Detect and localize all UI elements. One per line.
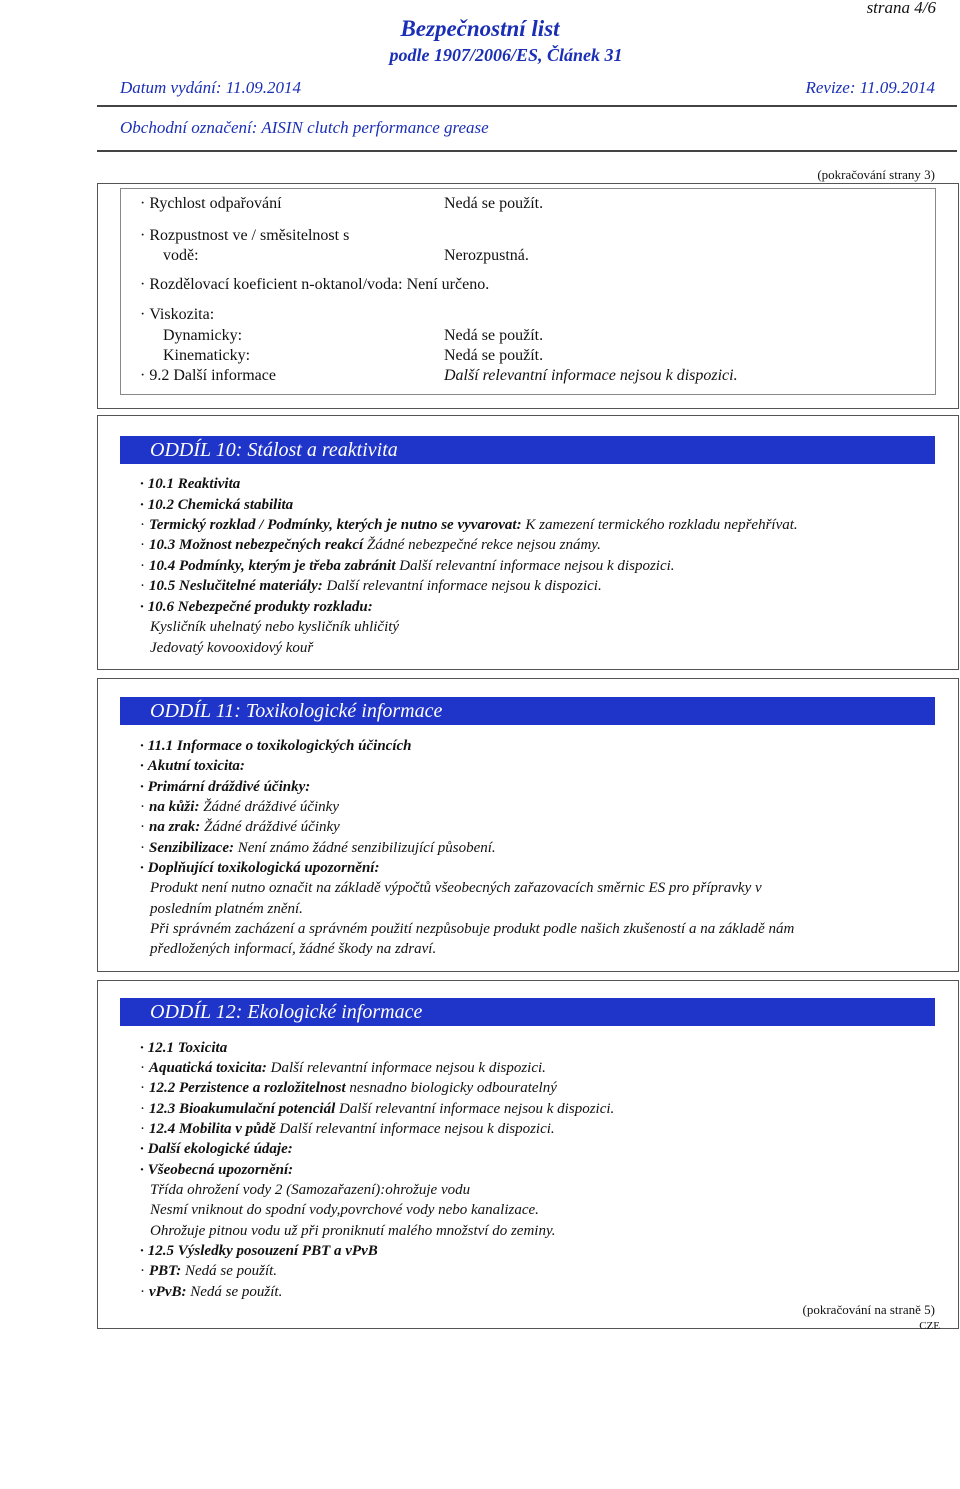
- continuation-top: (pokračování strany 3): [817, 167, 935, 182]
- thermal-row: · Termický rozklad / Podmínky, kterých je nutno se vyvarovat: K zamezení termického rozkladu nepřehřívat.: [140, 517, 798, 533]
- decomposition-row: · 10.6 Nebezpečné produkty rozkladu:: [140, 599, 373, 615]
- eye-label: na zrak:: [149, 819, 201, 835]
- acute-row: · Akutní toxicita:: [140, 758, 245, 774]
- decomposition-label: 10.6 Nebezpečné produkty rozkladu:: [147, 599, 373, 615]
- eye-value: Žádné dráždivé účinky: [204, 819, 340, 835]
- decomposition-item-1: Kysličník uhelnatý nebo kysličník uhličitý: [150, 619, 400, 635]
- section11-title: ODDÍL 11: Toxikologické informace: [150, 700, 443, 722]
- other-info-label: 9.2 Další informace: [149, 367, 276, 384]
- mobility-row: · 12.4 Mobilita v půdě Další relevantní informace nejsou k dispozici.: [140, 1121, 555, 1137]
- bioaccumulation-row: · 12.3 Bioakumulační potenciál Další relevantní informace nejsou k dispozici.: [140, 1101, 615, 1117]
- viscosity-label: Viskozita:: [149, 306, 215, 323]
- conditions-value: Další relevantní informace nejsou k dispozici.: [399, 558, 675, 574]
- hazardous-reactions-label: 10.3 Možnost nebezpečných reakcí: [149, 537, 364, 553]
- general-row: · Všeobecná upozornění:: [140, 1162, 294, 1178]
- trade-name: Obchodní označení: AISIN clutch performance grease: [120, 118, 489, 137]
- stability-label: 10.2 Chemická stabilita: [147, 497, 294, 513]
- thermal-value: K zamezení termického rozkladu nepřehřívat.: [525, 517, 798, 533]
- revision-date: Revize: 11.09.2014: [805, 78, 935, 97]
- aquatic-value: Další relevantní informace nejsou k dispozici.: [270, 1060, 546, 1076]
- kinematic-value: Nedá se použít.: [444, 347, 544, 364]
- mobility-value: Další relevantní informace nejsou k dispozici.: [279, 1121, 555, 1137]
- sensitization-value: Není známo žádné senzibilizující působení.: [237, 840, 496, 856]
- persistence-value: nesnadno biologicky odbouratelný: [349, 1080, 557, 1096]
- vpvb-value: Nedá se použít.: [190, 1284, 283, 1300]
- language-code: CZE: [919, 1320, 940, 1332]
- dynamic-value: Nedá se použít.: [444, 327, 544, 344]
- general-text-2: Nesmí vniknout do spodní vody,povrchové vody nebo kanalizace.: [150, 1202, 539, 1218]
- evaporation-value: Nedá se použít.: [444, 195, 544, 212]
- pbt-results-label: 12.5 Výsledky posouzení PBT a vPvB: [147, 1243, 378, 1259]
- pbt-label: PBT:: [149, 1263, 182, 1279]
- primary-label: Primární dráždivé účinky:: [147, 779, 311, 795]
- decomposition-item-2: Jedovatý kovooxidový kouř: [150, 640, 314, 656]
- bioaccumulation-label: 12.3 Bioakumulační potenciál: [149, 1101, 336, 1117]
- additional-label: Doplňující toxikologická upozornění:: [147, 860, 380, 876]
- primary-row: · Primární dráždivé účinky:: [140, 779, 311, 795]
- persistence-label: 12.2 Perzistence a rozložitelnost: [149, 1080, 346, 1096]
- issue-date: Datum vydání: 11.09.2014: [120, 78, 301, 97]
- conditions-label: 10.4 Podmínky, kterým je třeba zabránit: [149, 558, 396, 574]
- other-info-value: Další relevantní informace nejsou k dispozici.: [444, 367, 738, 384]
- page-number: strana 4/6: [866, 0, 936, 17]
- section12-title: ODDÍL 12: Ekologické informace: [150, 1001, 423, 1023]
- incompatible-row: · 10.5 Neslučitelné materiály: Další relevantní informace nejsou k dispozici.: [140, 578, 602, 594]
- other-eco-label: Další ekologické údaje:: [147, 1141, 293, 1157]
- hazardous-reactions-value: Žádné nebezpečné rekce nejsou známy.: [366, 537, 601, 553]
- incompatible-label: 10.5 Neslučitelné materiály:: [149, 578, 323, 594]
- pbt-results-row: · 12.5 Výsledky posouzení PBT a vPvB: [140, 1243, 378, 1259]
- evaporation-label: Rychlost odpařování: [149, 195, 282, 212]
- reactivity-label: 10.1 Reaktivita: [147, 476, 241, 492]
- evaporation-row: · Rychlost odpařování: [140, 195, 282, 212]
- pbt-row: · PBT: Nedá se použít.: [140, 1263, 278, 1279]
- sensitization-label: Senzibilizace:: [149, 840, 234, 856]
- aquatic-row: · Aquatická toxicita: Další relevantní informace nejsou k dispozici.: [140, 1060, 546, 1076]
- continuation-bottom: (pokračování na straně 5): [802, 1302, 935, 1317]
- eye-row: · na zrak: Žádné dráždivé účinky: [140, 819, 340, 835]
- kinematic-label: Kinematicky:: [163, 347, 251, 364]
- incompatible-value: Další relevantní informace nejsou k dispozici.: [326, 578, 602, 594]
- additional-text-1: Produkt není nutno označit na základě výpočtů všeobecných zařazovacích směrnic ES pro přípravky v: [150, 880, 762, 896]
- toxicity-row: · 12.1 Toxicita: [140, 1040, 228, 1056]
- document-title: Bezpečnostní list: [400, 16, 560, 41]
- section10-title: ODDÍL 10: Stálost a reaktivita: [150, 439, 398, 461]
- reactivity-row: · 10.1 Reaktivita: [140, 476, 241, 492]
- sensitization-row: · Senzibilizace: Není známo žádné senzibilizující působení.: [140, 840, 496, 856]
- acute-label: Akutní toxicita:: [147, 758, 245, 774]
- mobility-label: 12.4 Mobilita v půdě: [149, 1121, 276, 1137]
- stability-row: · 10.2 Chemická stabilita: [140, 497, 294, 513]
- pbt-value: Nedá se použít.: [184, 1263, 278, 1279]
- toxicity-label: 12.1 Toxicita: [147, 1040, 228, 1056]
- additional-text-4: předložených informací, žádné škody na zdraví.: [150, 941, 437, 957]
- additional-row: · Doplňující toxikologická upozornění:: [140, 860, 380, 876]
- dynamic-label: Dynamicky:: [163, 327, 243, 344]
- solubility-label-2: vodě:: [163, 247, 199, 264]
- document-subtitle: podle 1907/2006/ES, Článek 31: [389, 45, 623, 65]
- skin-value: Žádné dráždivé účinky: [203, 799, 339, 815]
- additional-text-2: posledním platném znění.: [150, 901, 303, 917]
- other-info-row: · 9.2 Další informace: [140, 367, 276, 384]
- partition-value: Není určeno.: [406, 276, 490, 293]
- persistence-row: · 12.2 Perzistence a rozložitelnost nesnadno biologicky odbouratelný: [140, 1080, 557, 1096]
- vpvb-label: vPvB:: [149, 1284, 187, 1300]
- aquatic-label: Aquatická toxicita:: [149, 1060, 267, 1076]
- bioaccumulation-value: Další relevantní informace nejsou k dispozici.: [339, 1101, 615, 1117]
- toxicology-info-row: · 11.1 Informace o toxikologických účincích: [140, 738, 412, 754]
- conditions-row: · 10.4 Podmínky, kterým je třeba zabránit Další relevantní informace nejsou k dispozici.: [140, 558, 675, 574]
- skin-label: na kůži:: [149, 799, 200, 815]
- skin-row: · na kůži: Žádné dráždivé účinky: [140, 799, 339, 815]
- partition-row: · Rozdělovací koeficient n-oktanol/voda: Není určeno.: [140, 276, 490, 293]
- viscosity-row: · Viskozita:: [140, 306, 215, 323]
- thermal-label: Termický rozklad / Podmínky, kterých je nutno se vyvarovat:: [149, 517, 522, 533]
- general-text-1: Třída ohrožení vody 2 (Samozařazení):ohrožuje vodu: [150, 1182, 471, 1198]
- solubility-value: Nerozpustná.: [444, 247, 529, 264]
- vpvb-row: · vPvB: Nedá se použít.: [140, 1284, 283, 1300]
- trade-divider: [97, 150, 957, 152]
- header-divider: [97, 105, 957, 107]
- solubility-row: · Rozpustnost ve / směsitelnost s: [140, 227, 350, 244]
- other-eco-row: · Další ekologické údaje:: [140, 1141, 293, 1157]
- hazardous-reactions-row: · 10.3 Možnost nebezpečných reakcí Žádné nebezpečné rekce nejsou známy.: [140, 537, 601, 553]
- additional-text-3: Při správném zacházení a správném použití nezpůsobuje produkt podle našich zkušeností a na základě nám: [150, 921, 795, 937]
- solubility-label-1: Rozpustnost ve / směsitelnost s: [149, 227, 350, 244]
- partition-label: Rozdělovací koeficient n-oktanol/voda:: [149, 276, 403, 293]
- toxicology-info-label: 11.1 Informace o toxikologických účincích: [147, 738, 412, 754]
- general-text-3: Ohrožuje pitnou vodu už při proniknutí malého množství do zeminy.: [150, 1223, 556, 1239]
- general-label: Všeobecná upozornění:: [147, 1162, 294, 1178]
